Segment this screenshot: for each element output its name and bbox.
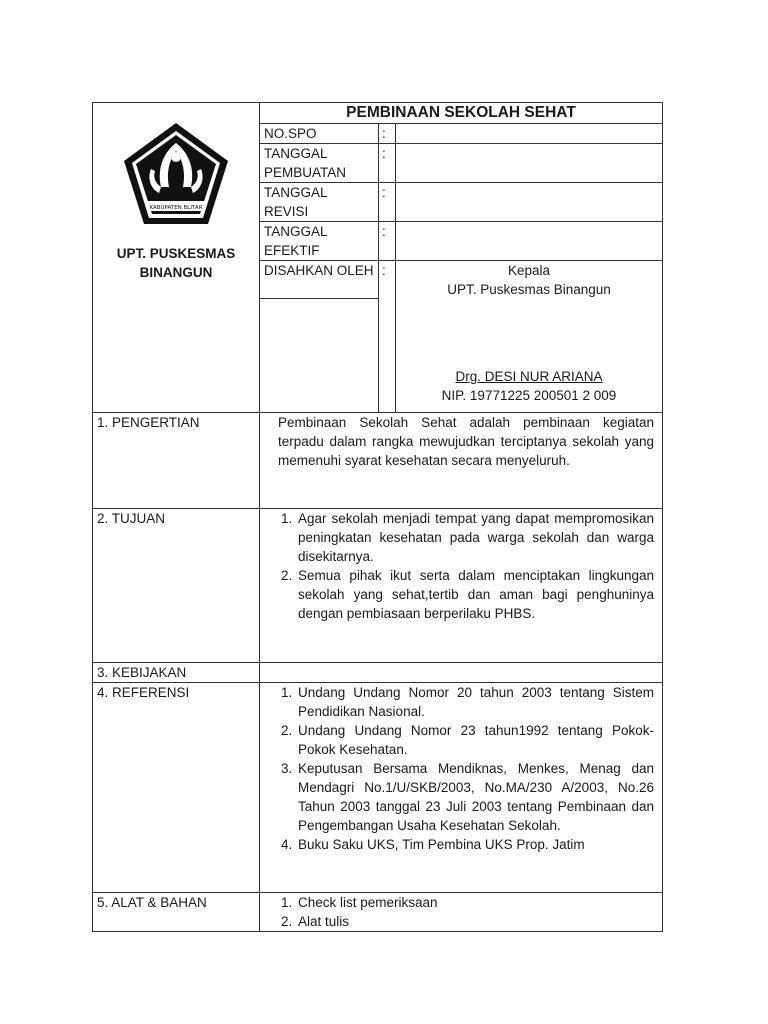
list-item: 1. Agar sekolah menjadi tempat yang dapat mempromosikan peningkatan kesehatan pada warga sekolah dan warga disekitarnya. bbox=[296, 509, 654, 566]
field-label-tanggal-pembuatan: TANGGAL PEMBUATAN bbox=[260, 144, 379, 183]
field-colon: : bbox=[379, 261, 396, 413]
list-item: 2. Alat tulis bbox=[296, 912, 654, 931]
section-label-kebijakan: 3. KEBIJAKAN bbox=[93, 663, 260, 683]
section-text-pengertian: Pembinaan Sekolah Sehat adalah pembinaan kegiatan terpadu dalam rangka mewujudkan terciptanya sekolah yang memenuhi syarat kesehatan secara menyeluruh. bbox=[260, 413, 663, 509]
field-colon: : bbox=[379, 183, 396, 222]
logo-cell bbox=[93, 103, 260, 413]
spo-document bbox=[92, 102, 662, 932]
empty-field-cell bbox=[260, 299, 379, 413]
logo-caption: KABUPATEN BLITAR bbox=[149, 205, 203, 211]
list-item: 2. Semua pihak ikut serta dalam menciptakan lingkungan sekolah yang sehat,tertib dan aman bagi penghuninya dengan pembiasaan berperilaku PHBS. bbox=[296, 566, 654, 623]
list-item: 3. Keputusan Bersama Mendiknas, Menkes, Menag dan Mendagri No.1/U/SKB/2003, No.MA/230 A/2003, No.26 Tahun 2003 tanggal 23 Juli 2003 tentang Pembinaan dan Pengembangan Usaha Kesehatan Sekolah. bbox=[296, 759, 654, 835]
kabupaten-blitar-emblem bbox=[121, 121, 231, 227]
field-value-tanggal-efektif bbox=[396, 222, 663, 261]
field-value-tanggal-pembuatan bbox=[396, 144, 663, 183]
field-colon: : bbox=[379, 124, 396, 144]
section-label-tujuan: 2. TUJUAN bbox=[93, 509, 260, 663]
approval-nip: NIP. 19771225 200501 2 009 bbox=[441, 388, 617, 403]
section-label-referensi: 4. REFERENSI bbox=[93, 683, 260, 893]
field-value-no-spo bbox=[396, 124, 663, 144]
section-content-referensi bbox=[260, 683, 663, 893]
approval-role: Kepala bbox=[507, 263, 551, 278]
field-colon: : bbox=[379, 144, 396, 183]
approval-name: Drg. DESI NUR ARIANA bbox=[455, 369, 603, 384]
field-colon: : bbox=[379, 222, 396, 261]
list-item: 2. Undang Undang Nomor 23 tahun1992 tentang Pokok-Pokok Kesehatan. bbox=[296, 721, 654, 759]
field-label-no-spo: NO.SPO bbox=[260, 124, 379, 144]
organization-name: UPT. PUSKESMAS BINANGUN bbox=[116, 246, 236, 280]
field-label-disahkan-oleh: DISAHKAN OLEH bbox=[260, 261, 379, 299]
list-item: 4. Buku Saku UKS, Tim Pembina UKS Prop. Jatim bbox=[296, 835, 654, 854]
field-label-tanggal-efektif: TANGGAL EFEKTIF bbox=[260, 222, 379, 261]
field-label-tanggal-revisi: TANGGAL REVISI bbox=[260, 183, 379, 222]
field-value-tanggal-revisi bbox=[396, 183, 663, 222]
section-label-alat-bahan: 5. ALAT & BAHAN bbox=[93, 893, 260, 932]
section-content-tujuan bbox=[260, 509, 663, 663]
approval-block bbox=[396, 261, 663, 413]
approval-unit: UPT. Puskesmas Binangun bbox=[447, 282, 611, 297]
list-item: 1. Undang Undang Nomor 20 tahun 2003 tentang Sistem Pendidikan Nasional. bbox=[296, 683, 654, 721]
section-content-alat-bahan bbox=[260, 893, 663, 932]
section-label-pengertian: 1. PENGERTIAN bbox=[93, 413, 260, 509]
section-content-kebijakan bbox=[260, 663, 663, 683]
list-item: 1. Check list pemeriksaan bbox=[296, 893, 654, 912]
document-title: PEMBINAAN SEKOLAH SEHAT bbox=[260, 103, 663, 124]
spo-table bbox=[92, 102, 663, 932]
